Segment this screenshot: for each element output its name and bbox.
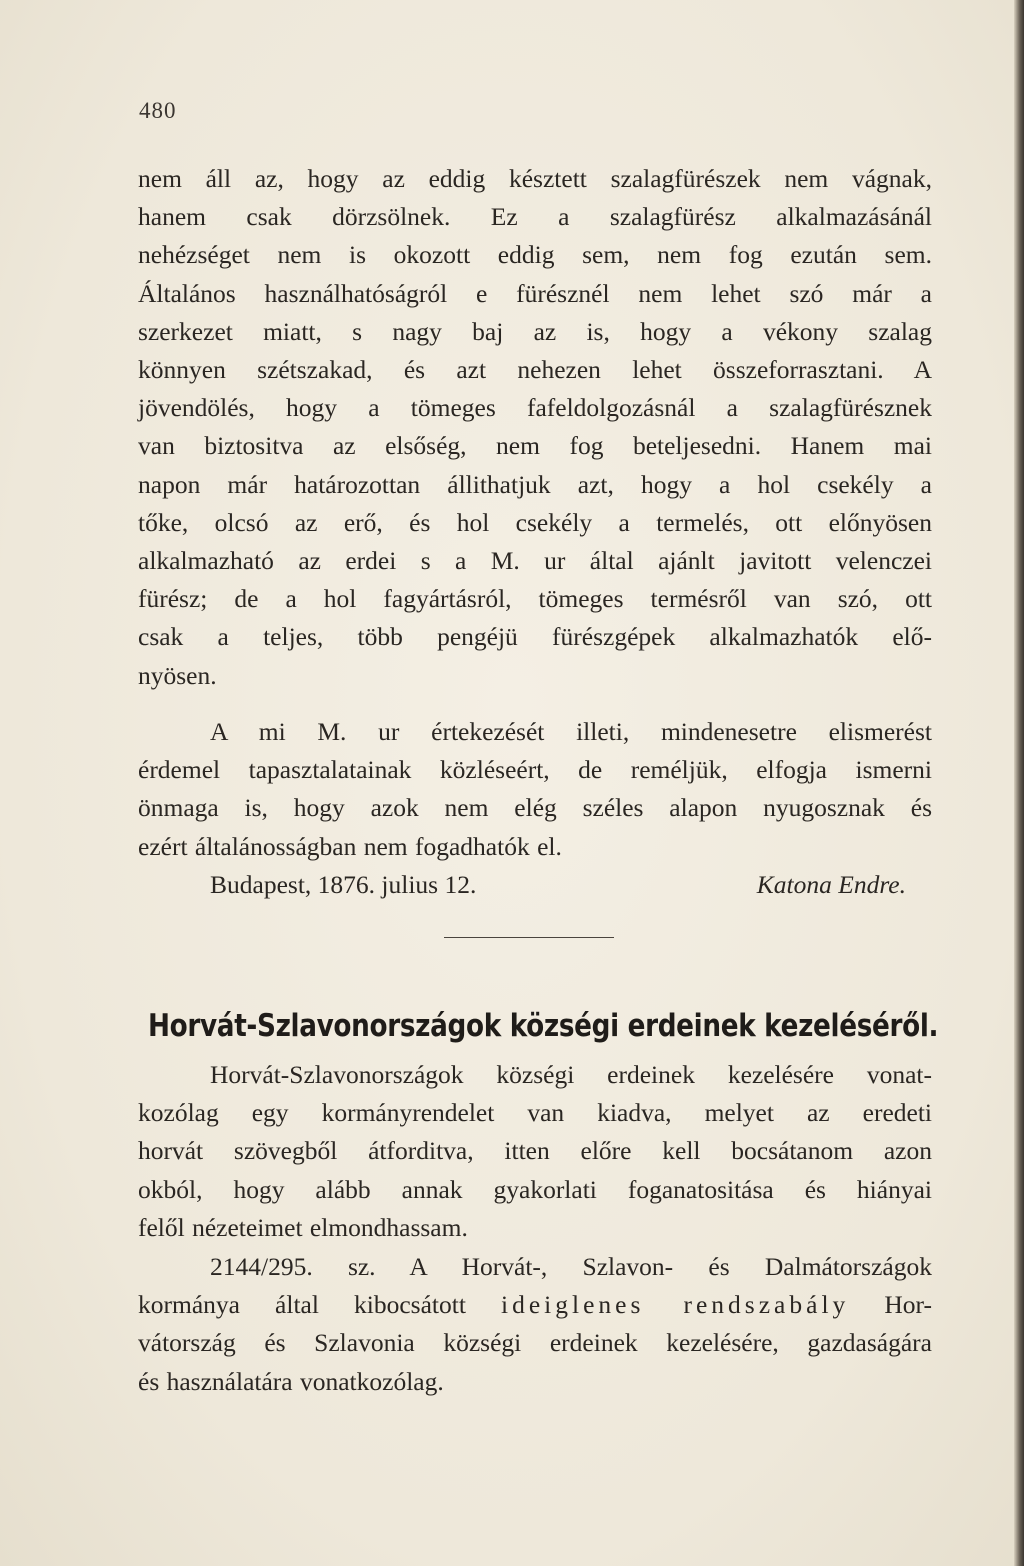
- paragraph-1: [138, 160, 932, 695]
- text-line: és használatára vonatkozólag.: [138, 1366, 444, 1396]
- text-line: felől nézeteimet elmondhassam.: [138, 1212, 468, 1242]
- text-line: 2144/295. sz. A Horvát-, Szlavon- és Dalmátországok: [210, 1252, 932, 1281]
- paragraph-3: [138, 1056, 932, 1247]
- text-line: napon már határozottan állithatjuk azt, hogy a hol csekély a: [138, 469, 932, 499]
- page-number: 480: [139, 98, 177, 123]
- paragraph-4: [138, 1248, 932, 1401]
- text-line: Horvát-Szlavonországok községi erdeinek kezelésére vonat-: [210, 1060, 932, 1089]
- text-line: érdemel tapasztalatainak közléseért, de reméljük, elfogja ismerni: [138, 755, 932, 785]
- text-line: jövendölés, hogy a tömeges fafeldolgozásnál a szalagfürésznek: [138, 393, 932, 423]
- text-line: vátország és Szlavonia községi erdeinek kezelésére, gazdaságára: [138, 1328, 932, 1358]
- text-line: nehézséget nem is okozott eddig sem, nem fog ezután sem.: [138, 240, 932, 270]
- place-date: Budapest, 1876. julius 12.: [210, 870, 477, 899]
- text-line: szerkezet miatt, s nagy baj az is, hogy a vékony szalag: [138, 316, 932, 346]
- text-line: van biztositva az elsőség, nem fog beteljesedni. Hanem mai: [138, 431, 932, 461]
- text-line: nem áll az, hogy az eddig késztett szalagfürészek nem vágnak,: [138, 164, 932, 193]
- page-edge-shadow: [1014, 0, 1024, 1566]
- spaced-emphasis: ideiglenes rendszabály: [501, 1290, 850, 1320]
- text-line: önmaga is, hogy azok nem elég széles alapon nyugosznak és: [138, 793, 932, 823]
- author-name: Katona Endre.: [756, 870, 906, 899]
- text-line: A mi M. ur értekezését illeti, mindenesetre elismerést: [210, 717, 932, 746]
- text-line: tőke, olcsó az erő, és hol csekély a termelés, ott előnyösen: [138, 507, 932, 537]
- text-fragment: Hor-: [884, 1290, 933, 1320]
- text-line: fürész; de a hol fagyártásról, tömeges termésről van szó, ott: [138, 584, 932, 614]
- text-line: könnyen szétszakad, és azt nehezen lehet összeforrasztani. A: [138, 355, 932, 385]
- section-heading: Horvát-Szlavonországok községi erdeinek kezeléséről.: [148, 1008, 939, 1044]
- text-line: alkalmazható az erdei s a M. ur által ajánlt javitott velenczei: [138, 546, 932, 576]
- section-divider: [444, 937, 614, 938]
- text-line: horvát szövegből átforditva, itten előre kell bocsátanom azon: [138, 1136, 932, 1166]
- text-line: ezért általánosságban nem fogadhatók el.: [138, 831, 562, 861]
- text-line: [138, 1286, 932, 1324]
- text-line: okból, hogy alább annak gyakorlati foganatositása és hiányai: [138, 1174, 932, 1204]
- text-line: kozólag egy kormányrendelet van kiadva, melyet az eredeti: [138, 1098, 932, 1128]
- text-fragment: kormánya által kibocsátott: [138, 1290, 466, 1320]
- text-line: hanem csak dörzsölnek. Ez a szalagfürész alkalmazásánál: [138, 202, 932, 232]
- text-line: csak a teljes, több pengéjü fürészgépek alkalmazhatók elő-: [138, 622, 932, 652]
- paragraph-2: [138, 713, 932, 866]
- text-line: Általános használhatóságról e fürésznél nem lehet szó már a: [138, 278, 932, 308]
- text-line: nyösen.: [138, 660, 217, 690]
- signature-line: [210, 866, 910, 904]
